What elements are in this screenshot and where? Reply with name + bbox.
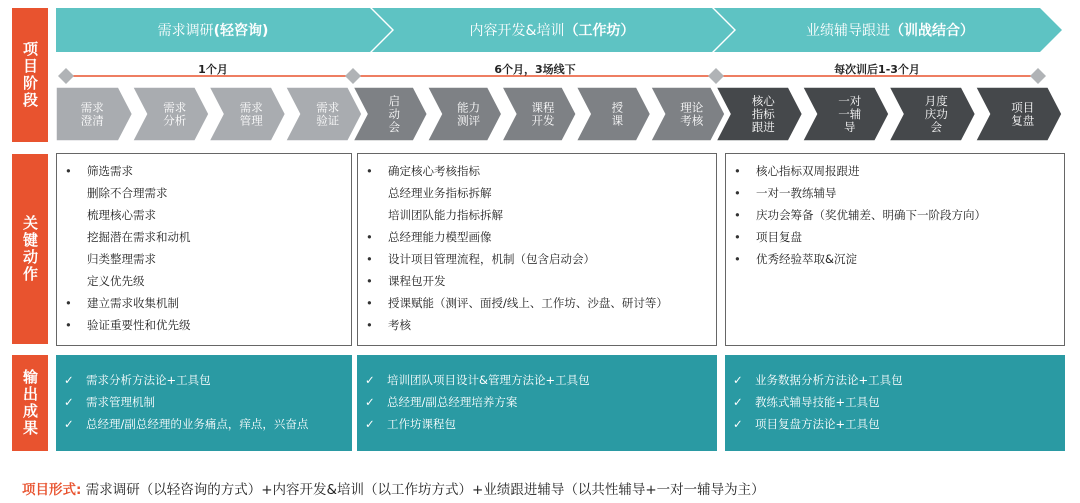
- timeline-marker: [708, 68, 724, 84]
- project-format-text: 需求调研（以轻咨询的方式）+内容开发&培训（以工作坊方式）+业绩跟进辅导（以共性辅导+一对一辅导为主）: [85, 482, 765, 498]
- actions-box-phase-1: [56, 153, 352, 346]
- action-item: • 设计项目管理流程，机制（包含启动会）: [366, 248, 708, 270]
- output-box-phase-1: [56, 355, 352, 451]
- action-item: • 授课赋能（测评、面授/线上、工作坊、沙盘、研讨等）: [366, 292, 708, 314]
- action-item: • 一对一教练辅导: [734, 182, 1056, 204]
- timeline-marker: [1030, 68, 1046, 84]
- phase-header-1-title: 需求调研(轻咨询): [157, 23, 269, 39]
- step-label: 开发: [531, 113, 555, 128]
- stage-diagram: [0, 0, 1080, 150]
- step-label: 复盘: [1011, 113, 1035, 128]
- step-label: 指标: [751, 107, 775, 121]
- action-item: • 庆功会筹备（奖优辅差、明确下一阶段方向）: [734, 204, 1056, 226]
- actions-box-phase-3: [725, 153, 1065, 346]
- phase-3-duration: 每次训后1-3个月: [834, 63, 920, 76]
- step-label: 需求: [163, 100, 187, 115]
- step-label: 测评: [457, 113, 481, 128]
- step-label: 需求: [239, 100, 263, 115]
- action-item: • 验证重要性和优先级: [65, 314, 343, 336]
- output-item: ✓ 工作坊课程包: [365, 413, 709, 435]
- step-label: 动: [388, 107, 400, 121]
- step-label: 月度: [924, 94, 948, 108]
- step-label: 澄清: [80, 113, 104, 128]
- step-label: 分析: [163, 113, 187, 128]
- step-label: 庆功: [924, 107, 948, 121]
- action-item: • 核心指标双周报跟进: [734, 160, 1056, 182]
- output-item: ✓ 项目复盘方法论+工具包: [733, 413, 1057, 435]
- phase-2-duration: 6个月，3场线下: [494, 63, 576, 76]
- step-label: 会: [388, 120, 400, 134]
- action-item: • 总经理能力模型画像: [366, 226, 708, 248]
- side-label-actions: 关键动作: [12, 154, 48, 344]
- step-label: 验证: [316, 113, 340, 128]
- action-item: 删除不合理需求: [87, 186, 168, 200]
- output-item: ✓ 培训团队项目设计&管理方法论+工具包: [365, 369, 709, 391]
- output-item: ✓ 需求管理机制: [64, 391, 344, 413]
- output-item: ✓ 总经理/副总经理培养方案: [365, 391, 709, 413]
- action-item: 定义优先级: [87, 274, 145, 288]
- action-item: • 考核: [366, 314, 708, 336]
- step-label: 需求: [316, 100, 340, 115]
- action-item: • 项目复盘: [734, 226, 1056, 248]
- timeline-marker: [58, 68, 74, 84]
- step-label: 启: [388, 94, 400, 108]
- step-label: 一对: [838, 94, 862, 108]
- timeline-marker: [345, 68, 361, 84]
- step-label: 项目: [1011, 100, 1035, 115]
- project-format: [22, 478, 765, 498]
- output-box-phase-2: [357, 355, 717, 451]
- output-item: ✓ 需求分析方法论+工具包: [64, 369, 344, 391]
- step-label: 考核: [680, 113, 704, 128]
- side-label-stage: 项目阶段: [12, 8, 48, 142]
- side-label-output: 输出成果: [12, 355, 48, 451]
- project-format-label: 项目形式:: [22, 482, 82, 498]
- action-item: • 课程包开发: [366, 270, 708, 292]
- output-box-phase-3: [725, 355, 1065, 451]
- action-item: • 建立需求收集机制: [65, 292, 343, 314]
- step-chevrons: [56, 87, 1062, 141]
- action-item: 梳理核心需求: [87, 208, 156, 222]
- action-item: • 确定核心考核指标: [366, 160, 708, 182]
- step-label: 会: [930, 120, 942, 134]
- action-item: • 优秀经验萃取&沉淀: [734, 248, 1056, 270]
- step-label: 跟进: [751, 120, 775, 134]
- action-item: 总经理业务指标拆解: [388, 186, 492, 200]
- step-label: 一辅: [838, 107, 862, 121]
- step-label: 管理: [239, 113, 263, 128]
- output-item: ✓ 教练式辅导技能+工具包: [733, 391, 1057, 413]
- action-item: 挖掘潜在需求和动机: [87, 230, 191, 244]
- step-label: 课: [611, 113, 624, 128]
- action-item: • 筛选需求: [65, 160, 343, 182]
- phase-header-3-title: 业绩辅导跟进（训战结合）: [806, 23, 974, 39]
- step-label: 课程: [531, 100, 555, 115]
- action-item: 归类整理需求: [87, 252, 156, 266]
- step-label: 导: [844, 120, 856, 134]
- action-item: 培训团队能力指标拆解: [388, 208, 503, 222]
- output-item: ✓ 业务数据分析方法论+工具包: [733, 369, 1057, 391]
- output-item: ✓ 总经理/副总经理的业务痛点，痒点，兴奋点: [64, 413, 344, 435]
- step-label: 需求: [80, 100, 104, 115]
- step-label: 理论: [680, 100, 704, 115]
- step-label: 核心: [751, 94, 775, 108]
- actions-box-phase-2: [357, 153, 717, 346]
- phase-1-duration: 1个月: [198, 63, 228, 76]
- step-label: 授: [611, 100, 624, 115]
- phase-header-2-title: 内容开发&培训（工作坊）: [469, 23, 635, 39]
- step-label: 能力: [457, 100, 481, 115]
